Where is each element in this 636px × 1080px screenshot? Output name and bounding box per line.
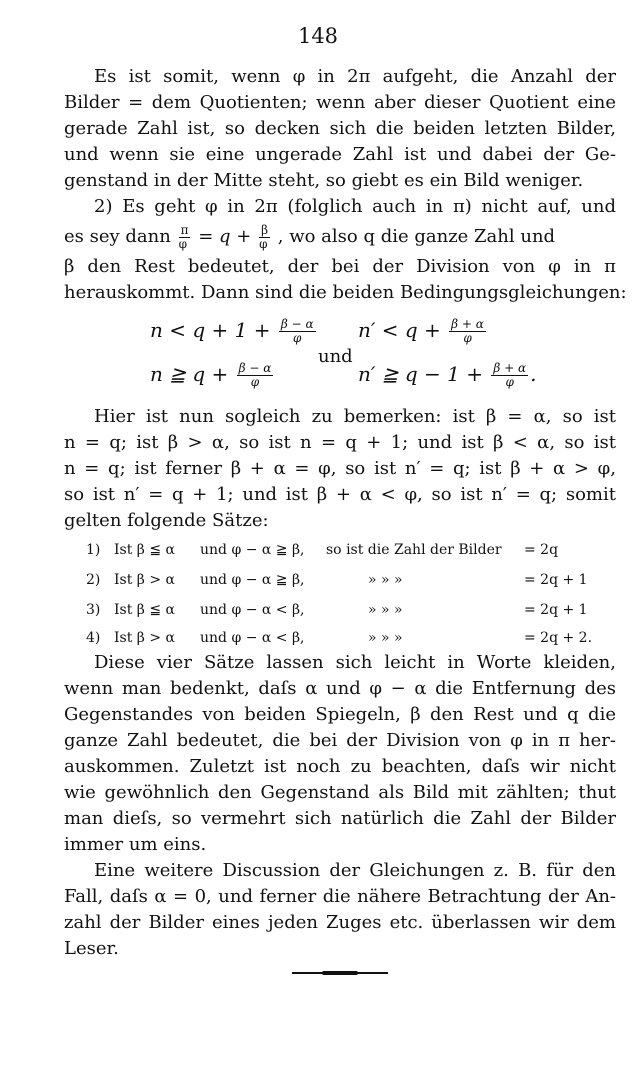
text-line: n = q; ist ferner β + α = φ, so ist n′ = q; ist β + α > φ, bbox=[64, 458, 616, 479]
case-number: 1) bbox=[86, 542, 101, 558]
fraction-beta-over-phi: $\frac{\beta}{\varphi}$ bbox=[259, 222, 269, 251]
inequality-right-2: n′ ≧ q − 1 + $\frac{\beta + \alpha}{\varphi}$ . bbox=[358, 361, 537, 389]
case-result-ditto: » » » bbox=[368, 572, 403, 588]
case-result-text: so ist die Zahl der Bilder bbox=[326, 542, 502, 558]
text-line: immer um eins. bbox=[64, 834, 207, 855]
paragraph-3 bbox=[64, 404, 616, 534]
fraction: $\frac{\beta - \alpha}{\varphi}$ bbox=[238, 361, 272, 389]
paragraph-2 bbox=[64, 194, 627, 306]
case-value: = 2q + 1 bbox=[524, 572, 588, 588]
text-segment: = q + bbox=[198, 226, 252, 247]
case-item-1 bbox=[62, 542, 617, 566]
case-condition-1: Ist β ≦ α bbox=[114, 542, 175, 558]
case-number: 2) bbox=[86, 572, 101, 588]
case-item-3 bbox=[62, 602, 617, 626]
case-value: = 2q bbox=[524, 542, 559, 558]
text-line: ganze Zahl bedeutet, die bei der Division von φ in π her- bbox=[64, 730, 616, 751]
case-number: 3) bbox=[86, 602, 101, 618]
case-condition-2: und φ − α ≧ β, bbox=[200, 542, 305, 558]
fraction: $\frac{\beta - \alpha}{\varphi}$ bbox=[280, 317, 314, 345]
inequality-left-2: n ≧ q + $\frac{\beta - \alpha}{\varphi}$ bbox=[150, 361, 272, 389]
case-value: = 2q + 1 bbox=[524, 602, 588, 618]
text-line: Diese vier Sätze lassen sich leicht in Worte kleiden, bbox=[94, 652, 616, 673]
case-condition-2: und φ − α < β, bbox=[200, 630, 305, 646]
paragraph-5 bbox=[64, 858, 616, 962]
paragraph-4 bbox=[64, 650, 616, 858]
text-line: auskommen. Zuletzt ist noch zu beachten, daſs wir nicht bbox=[64, 756, 616, 777]
text-line: Eine weitere Discussion der Gleichungen z. B. für den bbox=[94, 860, 616, 881]
text-line: 2) Es geht φ in 2π (folglich auch in π) nicht auf, und bbox=[94, 196, 616, 217]
text-line-with-fractions bbox=[64, 220, 616, 254]
text-line: Bilder = dem Quotienten; wenn aber dieser Quotient eine bbox=[64, 92, 616, 113]
fraction: $\frac{\beta + \alpha}{\varphi}$ bbox=[493, 361, 527, 389]
text-line: gerade Zahl ist, so decken sich die beiden letzten Bilder, bbox=[64, 118, 616, 139]
text-line: genstand in der Mitte steht, so giebt es ein Bild weniger. bbox=[64, 170, 584, 191]
paragraph-1 bbox=[64, 64, 616, 194]
text-line: und wenn sie eine ungerade Zahl ist und dabei der Ge- bbox=[64, 144, 616, 165]
text-line: zahl der Bilder eines jeden Zuges etc. überlassen wir dem bbox=[64, 912, 616, 933]
text-line: wenn man bedenkt, daſs α und φ − α die Entfernung des bbox=[64, 678, 616, 699]
text-line: Leser. bbox=[64, 938, 119, 959]
text-line: Fall, daſs α = 0, und ferner die nähere Betrachtung der An- bbox=[64, 886, 616, 907]
case-condition-1: Ist β > α bbox=[114, 630, 175, 646]
text-line: herauskommt. Dann sind die beiden Bedingungsgleichungen: bbox=[64, 282, 627, 303]
case-result-ditto: » » » bbox=[368, 602, 403, 618]
fraction-pi-over-phi: $\frac{\pi}{\varphi}$ bbox=[178, 222, 189, 251]
text-line: Gegenstandes von beiden Spiegeln, β den Rest und q die bbox=[64, 704, 616, 725]
text-line: n = q; ist β > α, so ist n = q + 1; und ist β < α, so ist bbox=[64, 432, 616, 453]
page-number: 148 bbox=[297, 24, 339, 48]
inequality-left-1: n < q + 1 + $\frac{\beta - \alpha}{\varphi}$ bbox=[150, 317, 314, 345]
text-line: so ist n′ = q + 1; und ist β + α < φ, so ist n′ = q; somit bbox=[64, 484, 616, 505]
text-line: β den Rest bedeutet, der bei der Division von φ in π bbox=[64, 256, 616, 277]
text-line: Es ist somit, wenn φ in 2π aufgeht, die Anzahl der bbox=[94, 66, 616, 87]
end-ornament-rule bbox=[292, 972, 388, 974]
text-line: gelten folgende Sätze: bbox=[64, 510, 269, 531]
inequality-right-1: n′ < q + $\frac{\beta + \alpha}{\varphi}$ bbox=[358, 317, 484, 345]
text-line: wie gewöhnlich den Gegenstand als Bild mit zählten; thut bbox=[64, 782, 616, 803]
case-condition-2: und φ − α < β, bbox=[200, 602, 305, 618]
text-segment: es sey dann bbox=[64, 226, 171, 247]
case-condition-1: Ist β ≦ α bbox=[114, 602, 175, 618]
fraction: $\frac{\beta + \alpha}{\varphi}$ bbox=[451, 317, 484, 345]
connector-und: und bbox=[318, 346, 353, 367]
case-condition-2: und φ − α ≧ β, bbox=[200, 572, 305, 588]
case-condition-1: Ist β > α bbox=[114, 572, 175, 588]
case-result-ditto: » » » bbox=[368, 630, 403, 646]
case-item-2 bbox=[62, 572, 617, 596]
text-line: Hier ist nun sogleich zu bemerken: ist β = α, so ist bbox=[94, 406, 616, 427]
case-number: 4) bbox=[86, 630, 101, 646]
case-value: = 2q + 2. bbox=[524, 630, 593, 646]
text-segment: , wo also q die ganze Zahl und bbox=[277, 226, 556, 247]
text-line: man dieſs, so vermehrt sich natürlich die Zahl der Bilder bbox=[64, 808, 616, 829]
